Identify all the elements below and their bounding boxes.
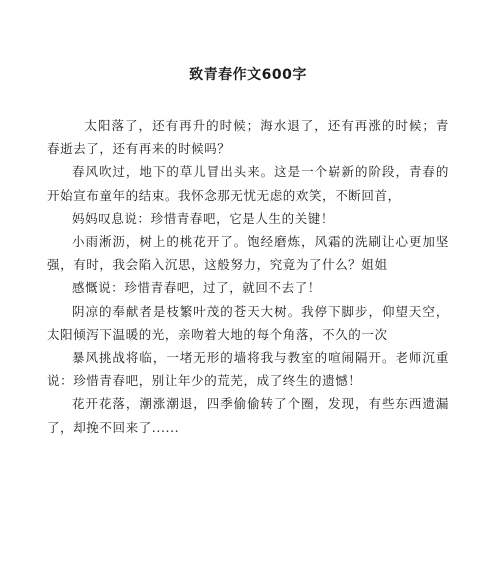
paragraph: 妈妈叹息说：珍惜青春吧，它是人生的关键！ [72, 210, 335, 226]
paragraph: 小雨淅沥，树上的桃花开了。饱经磨炼，风霜的洗刷让心更加坚强，有时，我会陷入沉思，这般努力，究竟为了什么？姐姐 [47, 234, 449, 273]
paragraph: 感慨说：珍惜青春吧，过了，就回不去了！ [72, 280, 321, 296]
paragraph: 花开花落，潮涨潮退，四季偷偷转了个圈，发现，有些东西遗漏了，却挽不回来了...... [47, 396, 449, 435]
document-body [47, 114, 449, 439]
paragraph: 太阳落了，还有再升的时候；海水退了，还有再涨的时候；青春逝去了，还有再来的时候吗？ [47, 118, 449, 157]
paragraph: 春风吹过，地下的草儿冒出头来。这是一个崭新的阶段，青春的开始宣布童年的结束。我怀念那无忧无虑的欢笑，不断回首， [47, 164, 449, 203]
document-title: 致青春作文600字 [189, 67, 307, 83]
paragraph: 暴风挑战将临，一堵无形的墙将我与教室的喧闹隔开。老师沉重说：珍惜青春吧，别让年少的荒芜，成了终生的遗憾！ [47, 350, 449, 389]
paragraph: 阴凉的奉献者是枝繁叶茂的苍天大树。我停下脚步，仰望天空，太阳倾泻下温暖的光，亲吻着大地的每个角落，不久的一次 [47, 303, 449, 342]
